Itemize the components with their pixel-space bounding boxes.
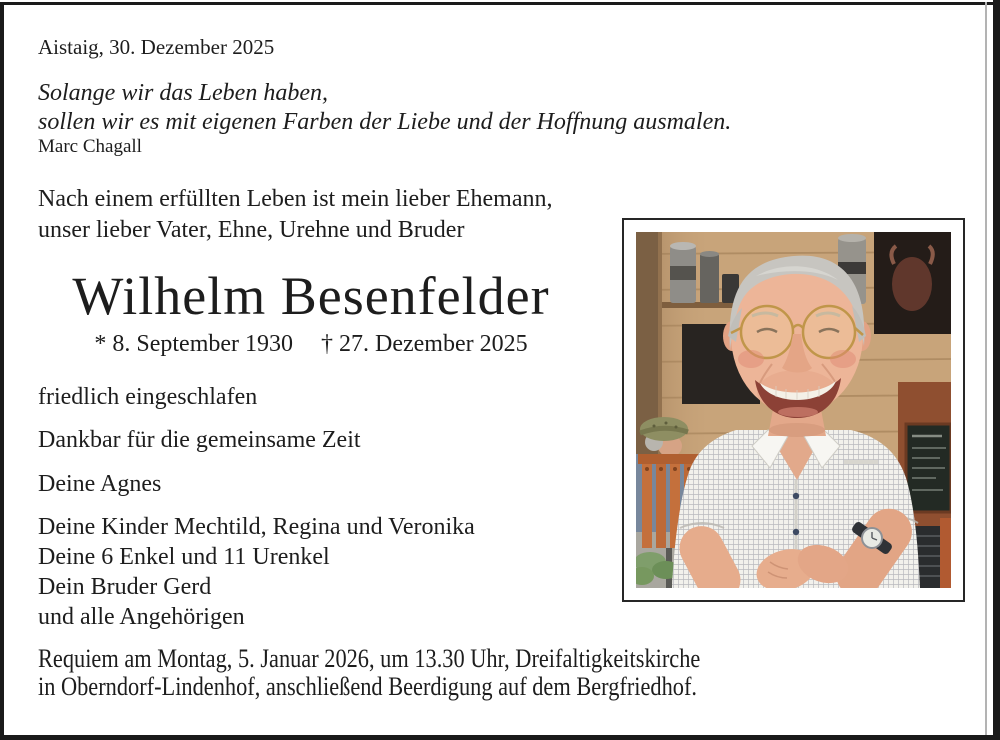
memorial-quote	[38, 79, 731, 137]
statement-peacefully: friedlich eingeschlafen	[38, 384, 258, 410]
dateline: Aistaig, 30. Dezember 2025	[38, 35, 275, 59]
statement-gratitude: Dankbar für die gemeinsame Zeit	[38, 427, 361, 453]
life-dates	[25, 331, 597, 358]
portrait-photo-illustration	[636, 232, 951, 588]
mourner-wife: Deine Agnes	[38, 471, 162, 497]
death-date: † 27. Dezember 2025	[321, 331, 528, 357]
deceased-block	[25, 268, 597, 358]
notice-border-bottom	[0, 735, 1000, 740]
quote-attribution: Marc Chagall	[38, 136, 142, 157]
mourner-grandchildren: Deine 6 Enkel und 11 Urenkel	[38, 544, 330, 570]
notice-border-left	[0, 2, 4, 740]
intro-line-1: Nach einem erfüllten Leben ist mein lieber Ehemann,	[38, 186, 553, 212]
quote-line-1: Solange wir das Leben haben,	[38, 80, 328, 106]
birth-date: * 8. September 1930	[94, 331, 294, 357]
funeral-info	[38, 645, 808, 701]
quote-line-2: sollen wir es mit eigenen Farben der Liebe und der Hoffnung ausmalen.	[38, 109, 732, 135]
mourners-list	[38, 512, 475, 632]
intro-line-2: unser lieber Vater, Ehne, Urehne und Bruder	[38, 217, 465, 243]
portrait-photo	[622, 218, 965, 602]
deceased-name: Wilhelm Besenfelder	[72, 266, 550, 326]
mourner-brother: Dein Bruder Gerd	[38, 574, 212, 600]
mourner-children: Deine Kinder Mechtild, Regina und Veronika	[38, 514, 475, 540]
notice-border-right	[993, 0, 1000, 740]
notice-border-top	[0, 2, 993, 5]
funeral-line-2: in Oberndorf-Lindenhof, anschließend Beerdigung auf dem Bergfriedhof.	[38, 672, 698, 701]
funeral-line-1: Requiem am Montag, 5. Januar 2026, um 13.30 Uhr, Dreifaltigkeitskirche	[38, 644, 701, 673]
notice-border-right-thin	[985, 2, 987, 735]
intro-text	[38, 184, 552, 246]
mourner-relatives: und alle Angehörigen	[38, 604, 245, 630]
